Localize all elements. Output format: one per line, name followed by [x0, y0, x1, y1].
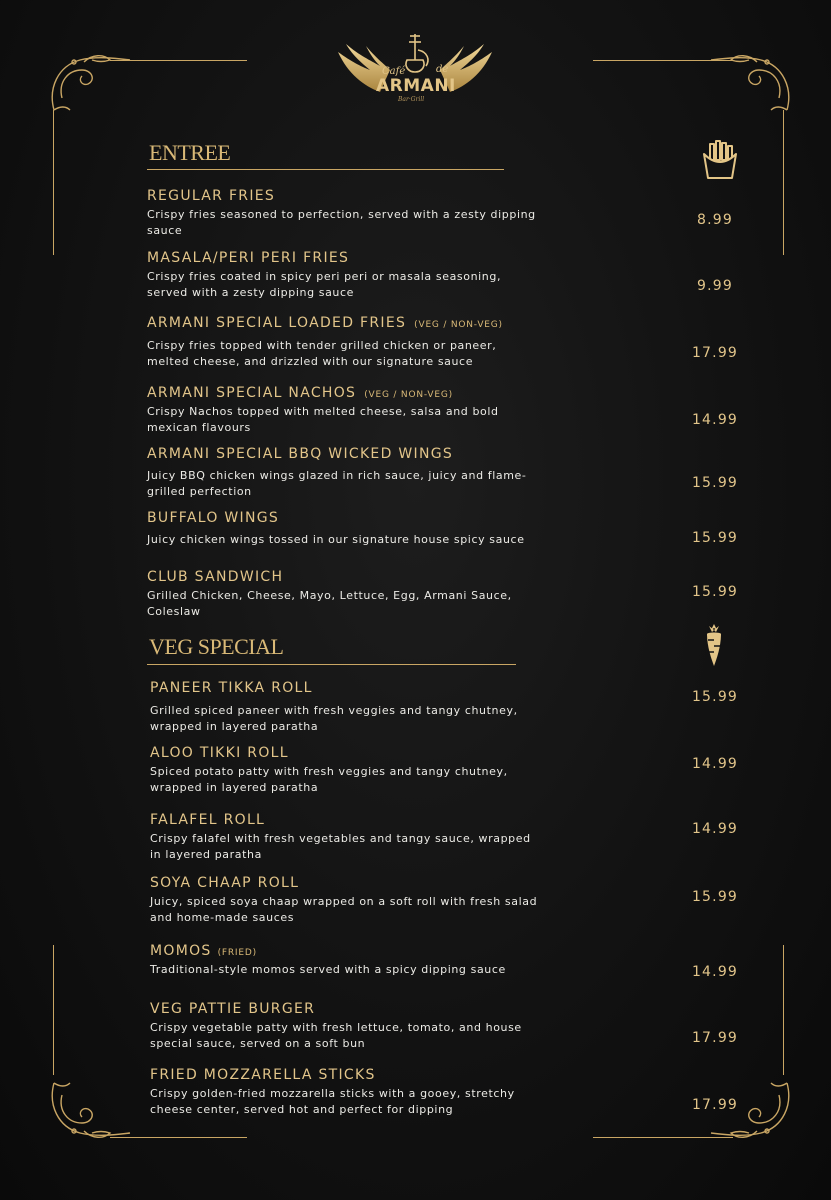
item-price: 14.99	[691, 821, 739, 837]
menu-item	[150, 812, 750, 862]
item-description: Juicy chicken wings tossed in our signature house spicy sauce	[147, 533, 525, 546]
frame-right-bottom-line	[783, 945, 784, 1075]
corner-ornament-top-left	[44, 48, 134, 118]
item-name: REGULAR FRIES	[147, 188, 276, 204]
frame-left-bottom-line	[53, 945, 54, 1075]
menu-item	[150, 680, 750, 734]
item-description: Crispy fries seasoned to perfection, served with a zesty dipping sauce	[147, 208, 536, 237]
item-price: 14.99	[691, 412, 739, 428]
frame-left-top-line	[53, 110, 54, 255]
menu-item	[147, 188, 747, 238]
logo-cafe-text: Café	[382, 66, 406, 77]
menu-item	[150, 1067, 750, 1117]
item-description: Crispy Nachos topped with melted cheese, salsa and bold mexican flavours	[147, 405, 499, 434]
corner-ornament-top-right	[707, 48, 797, 118]
item-description: Crispy vegetable patty with fresh lettuce, tomato, and house special sauce, served on a soft bun	[150, 1021, 522, 1050]
corner-ornament-bottom-left	[44, 1075, 134, 1145]
logo-de-text: de	[436, 64, 449, 75]
item-description: Traditional-style momos served with a spicy dipping sauce	[150, 963, 506, 976]
menu-item	[147, 510, 747, 548]
item-description: Spiced potato patty with fresh veggies and tangy chutney, wrapped in layered paratha	[150, 765, 508, 794]
item-price: 15.99	[691, 475, 739, 491]
item-price: 17.99	[691, 1097, 739, 1113]
logo-sub-text: Bar·Grill	[398, 96, 425, 103]
menu-item	[147, 446, 747, 499]
item-description: Crispy golden-fried mozzarella sticks with a gooey, stretchy cheese center, served hot and perfect for dipping	[150, 1087, 515, 1116]
item-description: Juicy BBQ chicken wings glazed in rich sauce, juicy and flame-grilled perfection	[147, 469, 527, 498]
item-name: BUFFALO WINGS	[147, 510, 280, 526]
item-name: ALOO TIKKI ROLL	[150, 745, 289, 761]
item-name: MASALA/PERI PERI FRIES	[147, 250, 350, 266]
item-name: CLUB SANDWICH	[147, 569, 284, 585]
item-description: Crispy fries topped with tender grilled chicken or paneer, melted cheese, and drizzled with our signature sauce	[147, 339, 497, 368]
item-description: Grilled Chicken, Cheese, Mayo, Lettuce, Egg, Armani Sauce, Coleslaw	[147, 589, 512, 618]
item-description: Juicy, spiced soya chaap wrapped on a soft roll with fresh salad and home-made sauces	[150, 895, 538, 924]
frame-right-top-line	[783, 110, 784, 255]
item-tag: (VEG / NON-VEG)	[414, 320, 503, 330]
item-price: 15.99	[691, 584, 739, 600]
item-name: FRIED MOZZARELLA STICKS	[150, 1067, 376, 1083]
menu-item	[147, 569, 747, 619]
item-price: 17.99	[691, 1030, 739, 1046]
item-price: 17.99	[691, 345, 739, 361]
item-price: 9.99	[697, 278, 733, 294]
menu-item	[150, 943, 750, 978]
menu-item	[147, 385, 747, 435]
item-price: 15.99	[691, 689, 739, 705]
item-tag: (FRIED)	[217, 948, 257, 958]
item-price: 15.99	[691, 889, 739, 905]
cafe-logo	[330, 30, 500, 105]
item-price: 14.99	[691, 964, 739, 980]
item-name: MOMOS (FRIED)	[150, 943, 257, 959]
carrot-icon	[702, 622, 726, 668]
logo-name-text: ARMANI	[376, 76, 456, 96]
section-title-veg-special: VEG SPECIAL	[149, 634, 284, 659]
fries-icon	[700, 138, 740, 182]
item-name: ARMANI SPECIAL NACHOS (VEG / NON-VEG)	[147, 385, 453, 401]
section-rule-veg-special	[147, 664, 516, 665]
item-name: VEG PATTIE BURGER	[150, 1001, 316, 1017]
item-name: PANEER TIKKA ROLL	[150, 680, 313, 696]
item-name: ARMANI SPECIAL LOADED FRIES (VEG / NON-VEG)	[147, 315, 503, 331]
item-name: ARMANI SPECIAL BBQ WICKED WINGS	[147, 446, 454, 462]
section-rule-entree	[147, 169, 504, 170]
item-tag: (VEG / NON-VEG)	[364, 390, 453, 400]
menu-item	[150, 1001, 750, 1051]
item-name: SOYA CHAAP ROLL	[150, 875, 300, 891]
section-title-entree: ENTREE	[149, 140, 231, 165]
item-description: Grilled spiced paneer with fresh veggies and tangy chutney, wrapped in layered paratha	[150, 704, 518, 733]
item-description: Crispy fries coated in spicy peri peri or masala seasoning, served with a zesty dipping sauce	[147, 270, 502, 299]
item-description: Crispy falafel with fresh vegetables and tangy sauce, wrapped in layered paratha	[150, 832, 531, 861]
menu-item	[150, 745, 750, 795]
menu-item	[150, 875, 750, 925]
item-price: 8.99	[697, 212, 733, 228]
item-price: 14.99	[691, 756, 739, 772]
item-name: FALAFEL ROLL	[150, 812, 266, 828]
item-price: 15.99	[691, 530, 739, 546]
menu-item	[147, 250, 747, 300]
menu-item	[147, 315, 747, 369]
